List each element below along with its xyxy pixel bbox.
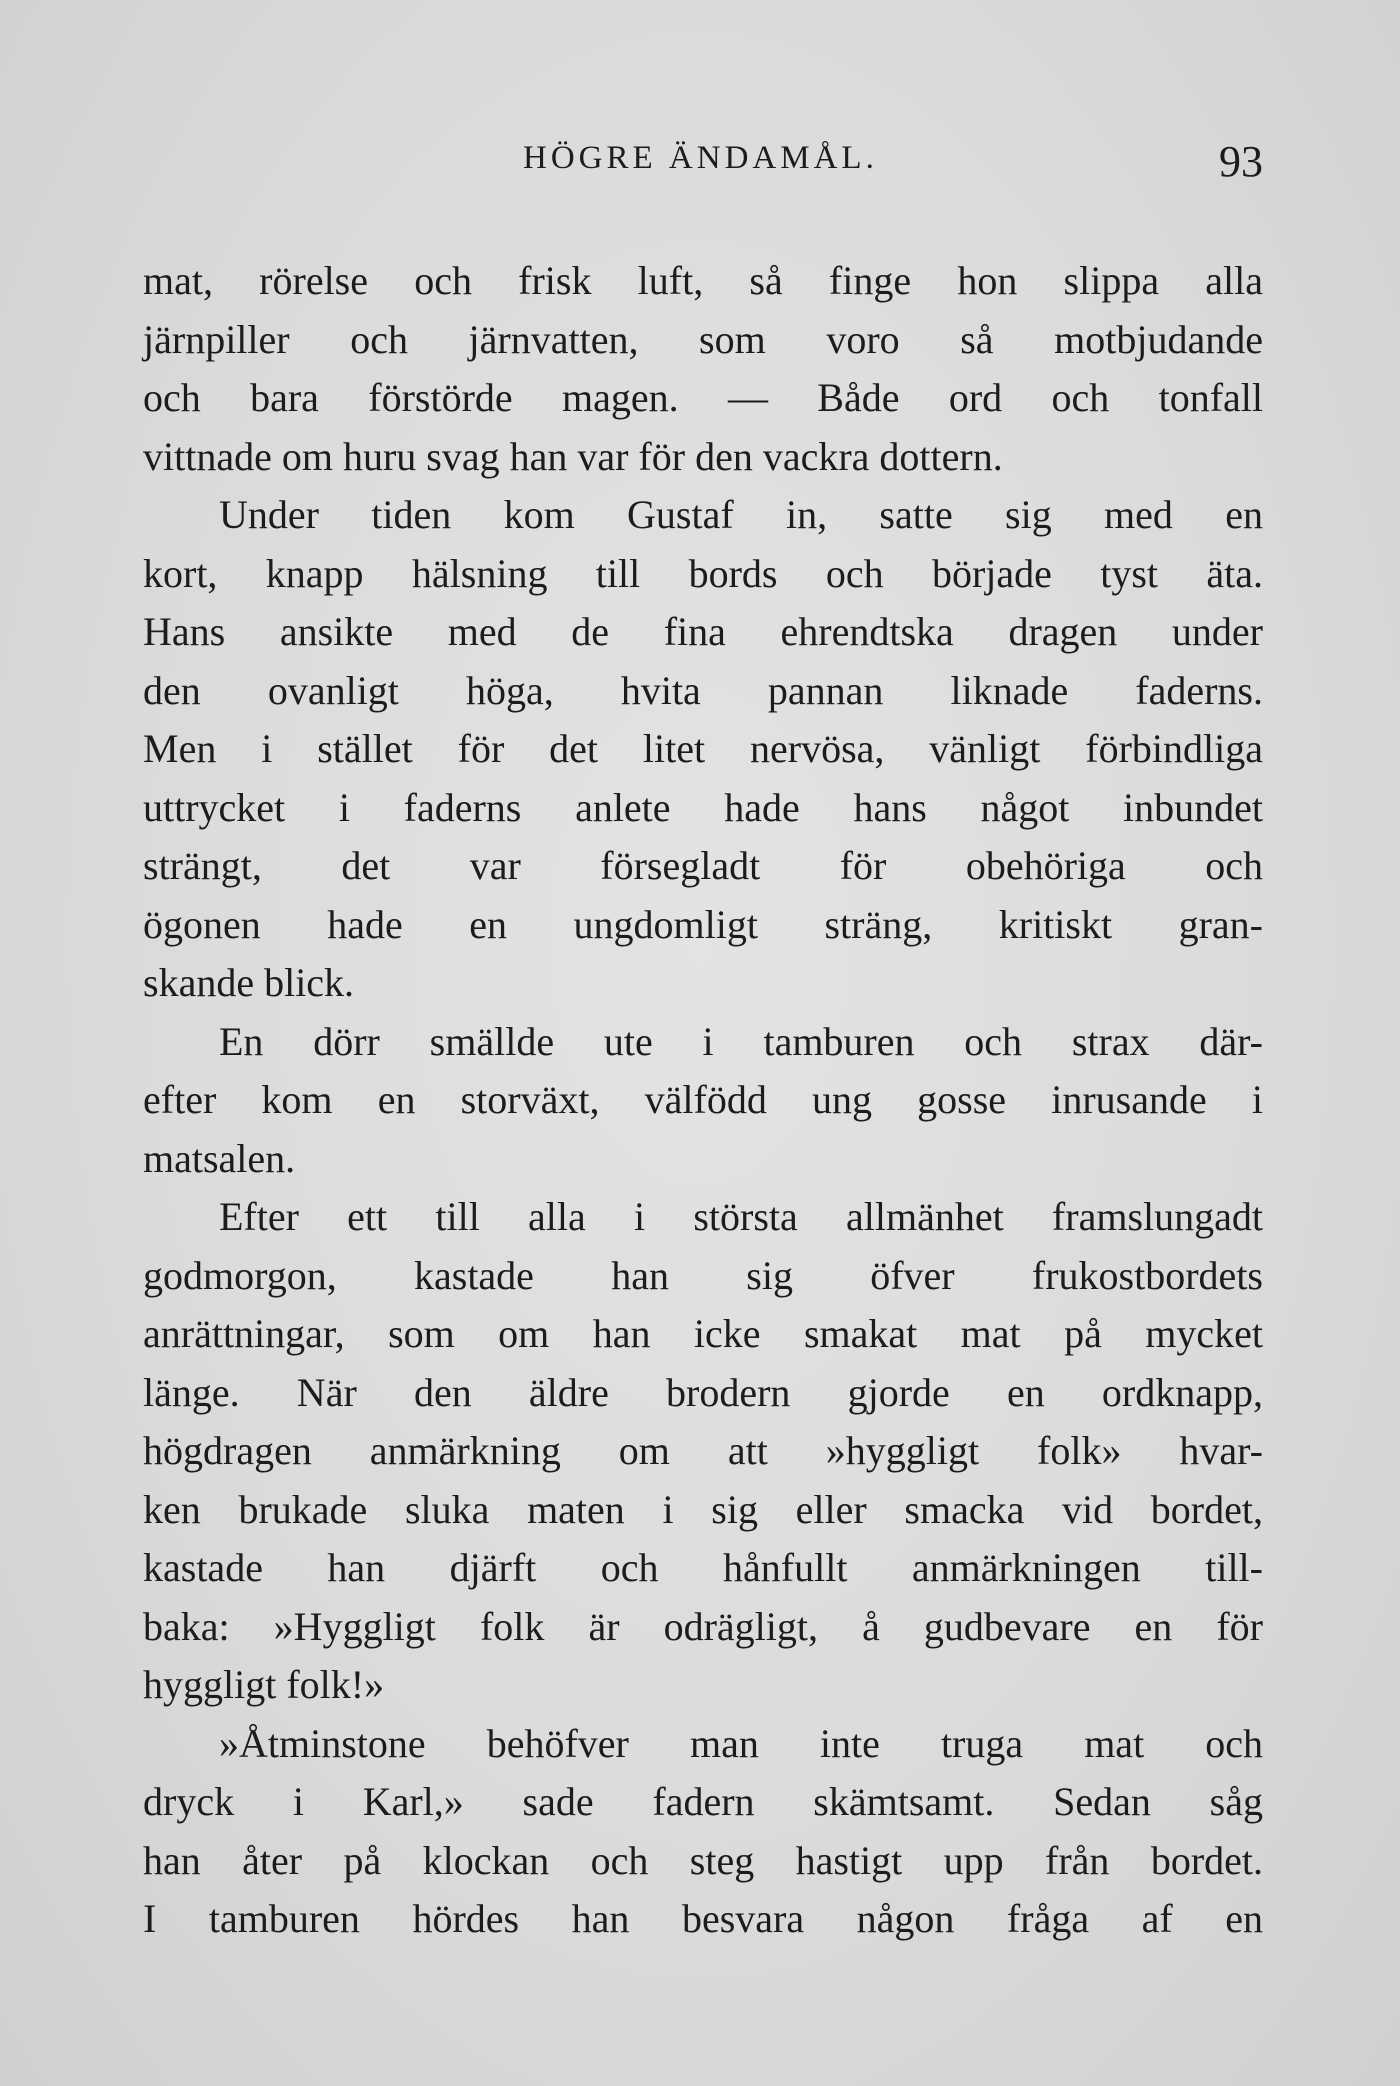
text-line: dryck i Karl,» sade fadern skämtsamt. Sedan såg <box>143 1779 1263 1824</box>
body-text <box>143 252 1263 1949</box>
text-line: uttrycket i faderns anlete hade hans något inbundet <box>143 784 1263 830</box>
text-line: Efter ett till alla i största allmänhet framslungadt <box>219 1194 1263 1239</box>
text-line: godmorgon, kastade han sig öfver frukostbordets <box>143 1252 1263 1298</box>
text-line: vittnade om huru svag han var för den vackra dottern. <box>143 433 1003 479</box>
text-line: baka: »Hyggligt folk är odrägligt, å gudbevare en för <box>143 1603 1263 1649</box>
text-line: strängt, det var försegladt för obehöriga och <box>143 843 1263 888</box>
text-line: länge. När den äldre brodern gjorde en ordknapp, <box>143 1369 1263 1415</box>
text-line: Hans ansikte med de fina ehrendtska dragen under <box>143 609 1263 654</box>
page-number: 93 <box>1219 137 1263 186</box>
running-head: HÖGRE ÄNDAMÅL. <box>523 140 878 176</box>
text-line: »Åtminstone behöfver man inte truga mat och <box>219 1720 1263 1766</box>
text-line: skande blick. <box>143 960 355 1005</box>
text-line: anrättningar, som om han icke smakat mat på mycket <box>143 1311 1263 1356</box>
text-line: mat, rörelse och frisk luft, så finge hon slippa alla <box>143 258 1263 303</box>
text-line: han åter på klockan och steg hastigt upp från bordet. <box>143 1837 1263 1883</box>
text-line: kort, knapp hälsning till bords och började tyst äta. <box>143 550 1263 596</box>
text-line: En dörr smällde ute i tamburen och strax där- <box>219 1018 1263 1064</box>
text-line: ögonen hade en ungdomligt sträng, kritiskt gran- <box>143 901 1263 947</box>
page-header <box>143 137 1263 190</box>
text-line: Men i stället för det litet nervösa, vänligt förbindliga <box>143 726 1263 771</box>
text-line: och bara förstörde magen. — Både ord och tonfall <box>143 375 1263 420</box>
text-line: järnpiller och järnvatten, som voro så motbjudande <box>143 316 1263 362</box>
text-line: Under tiden kom Gustaf in, satte sig med en <box>219 492 1263 537</box>
text-line: den ovanligt höga, hvita pannan liknade faderns. <box>143 667 1263 713</box>
text-line: kastade han djärft och hånfullt anmärkningen till- <box>143 1545 1263 1590</box>
text-line: ken brukade sluka maten i sig eller smacka vid bordet, <box>143 1486 1263 1532</box>
text-line: matsalen. <box>143 1135 296 1181</box>
text-line: I tamburen hördes han besvara någon fråga af en <box>143 1896 1263 1941</box>
text-line: högdragen anmärkning om att »hyggligt folk» hvar- <box>143 1428 1263 1473</box>
text-line: hyggligt folk!» <box>143 1662 385 1707</box>
text-line: efter kom en storväxt, välfödd ung gosse inrusande i <box>143 1077 1263 1122</box>
